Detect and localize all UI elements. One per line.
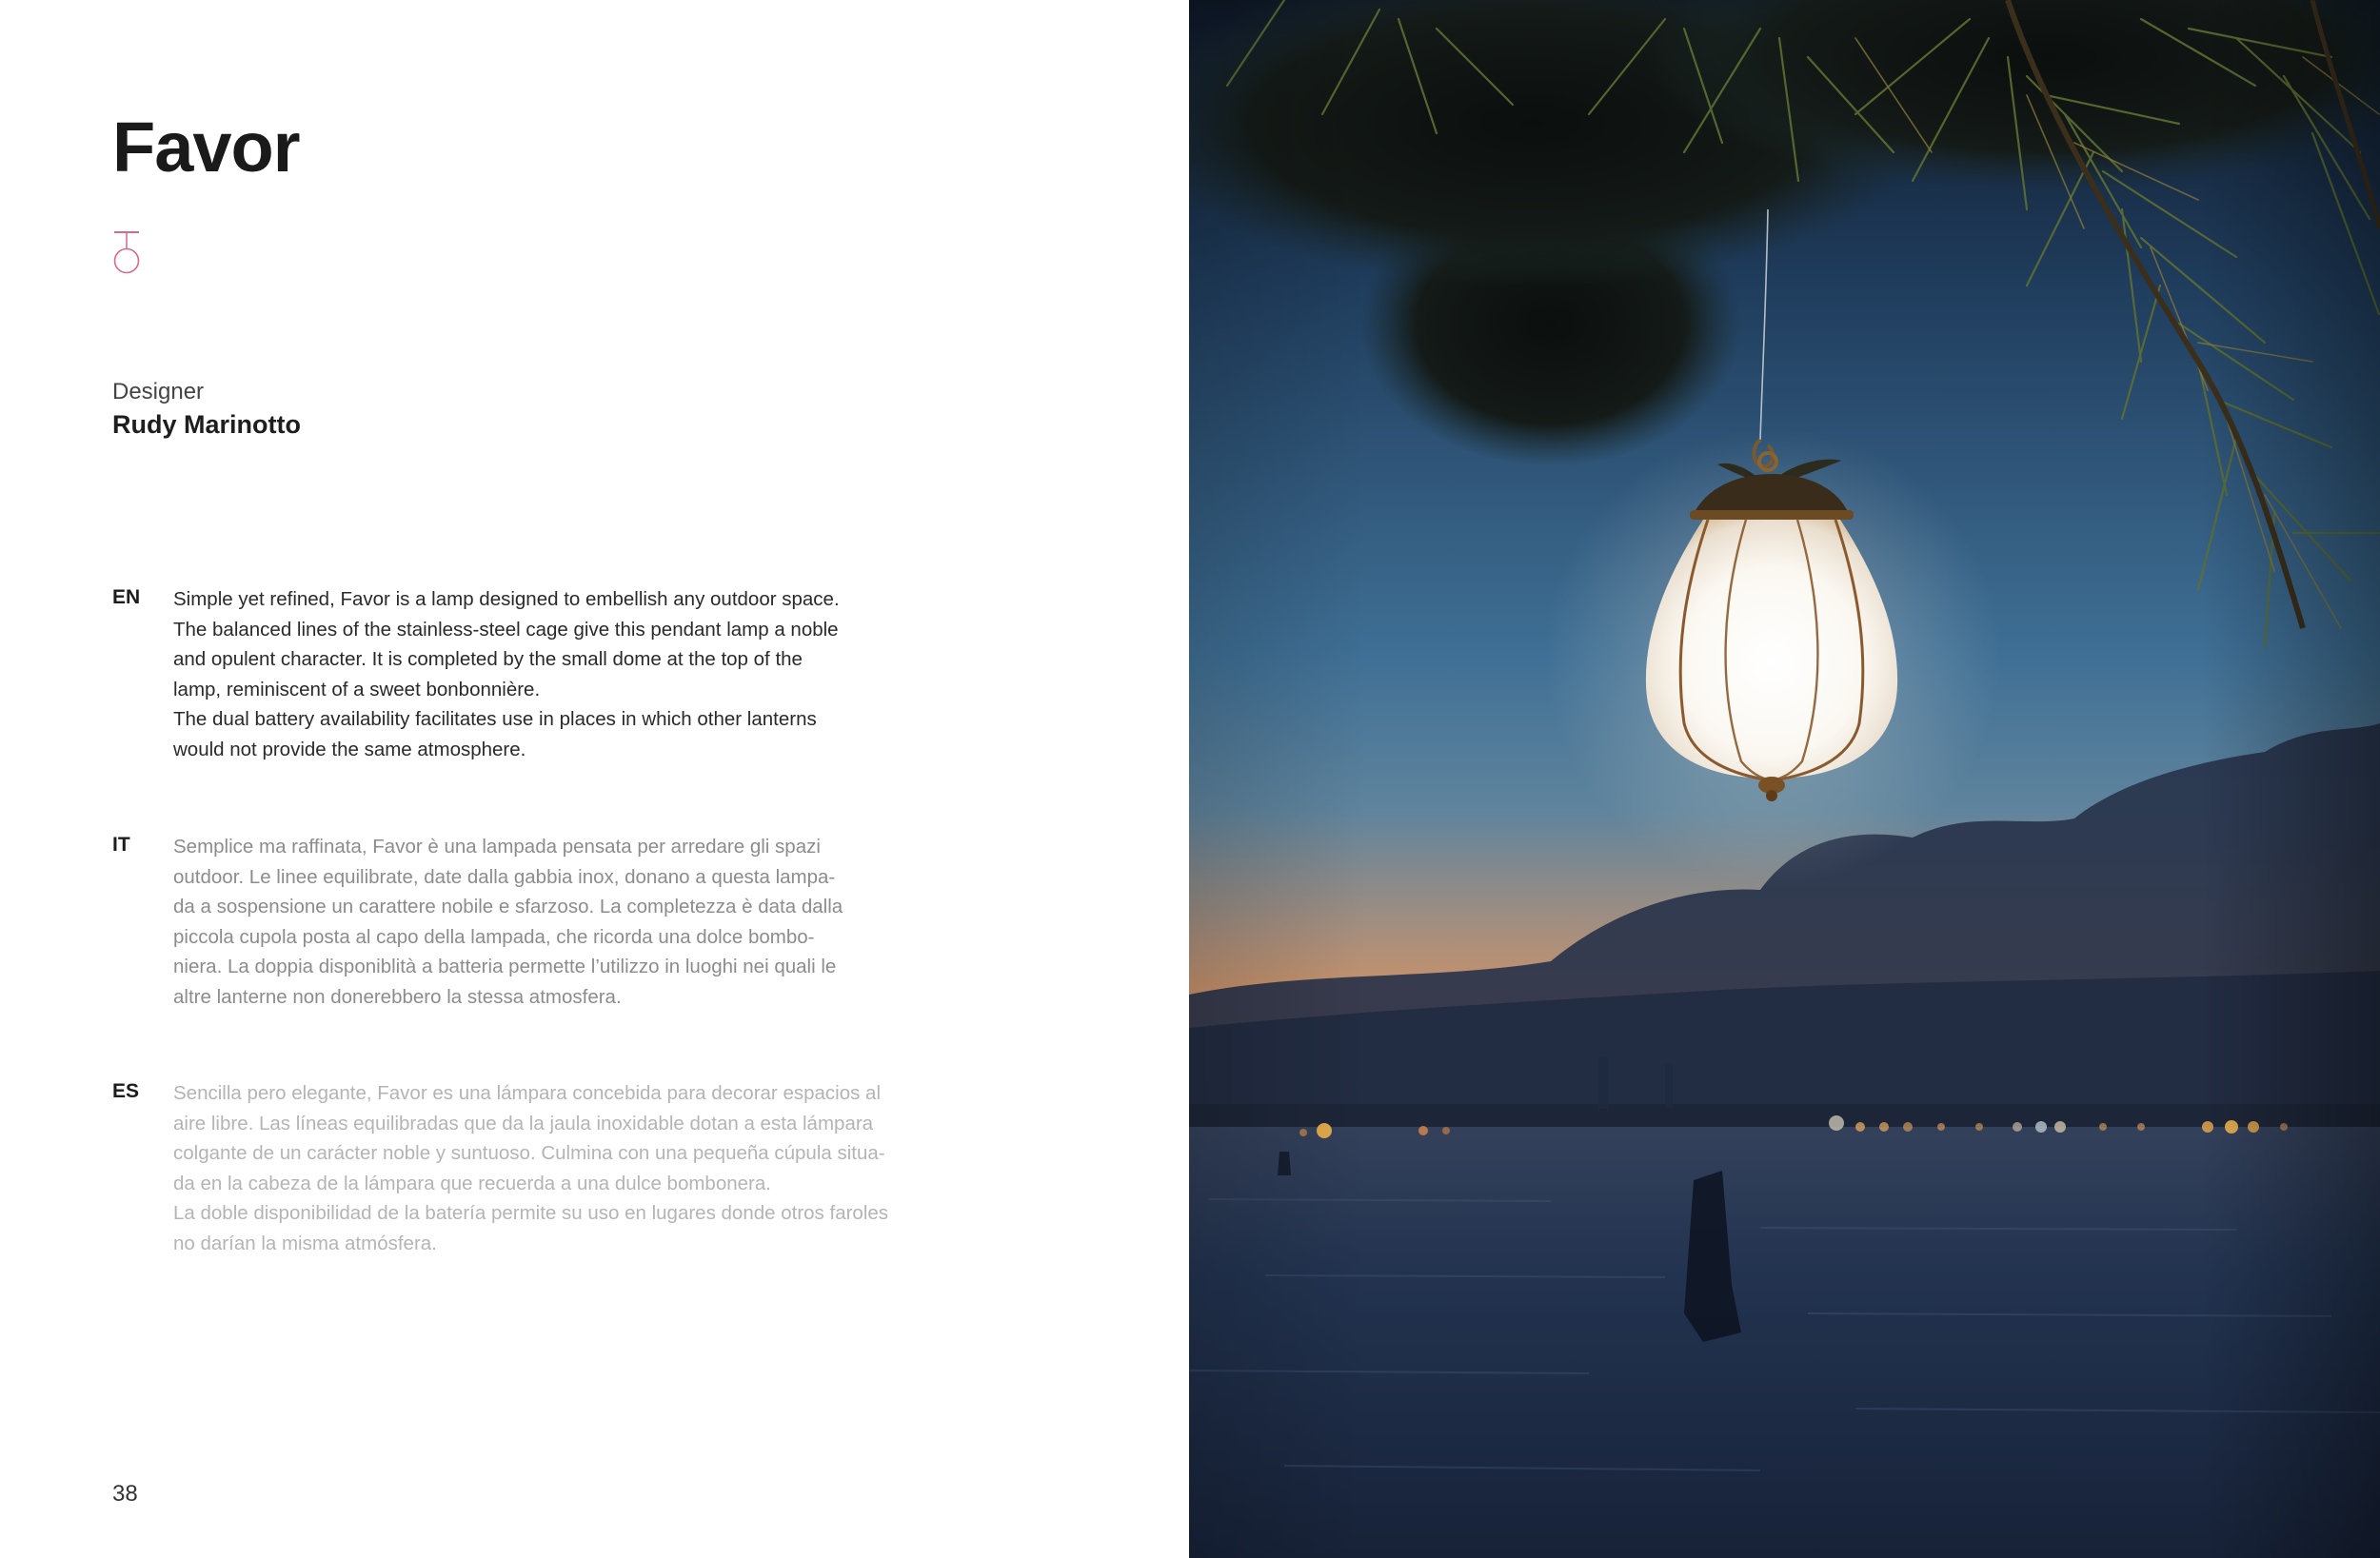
pendant-lamp-icon bbox=[112, 228, 141, 276]
text-panel bbox=[0, 0, 1189, 1558]
language-code-en: EN bbox=[112, 586, 141, 608]
language-code-es: ES bbox=[112, 1080, 140, 1102]
page-number: 38 bbox=[112, 1481, 138, 1507]
designer-name: Rudy Marinotto bbox=[112, 410, 301, 439]
description-text-en: Simple yet refined, Favor is a lamp designed to embellish any outdoor space. The balanced lines of the stainless-steel cage give this pendant lamp a noble and opulent character. It is completed by the small dome at the top of the lamp, reminiscent of a sweet bonbonnière. The dual battery availability facilitates use in places in which other lanterns would not provide the same atmosphere. bbox=[173, 588, 840, 760]
product-title: Favor bbox=[112, 108, 300, 187]
description-text-it: Semplice ma raffinata, Favor è una lampada pensata per arredare gli spazi outdoor. Le linee equilibrate, date dalla gabbia inox, donano a questa lampa- da a sospensione un carattere nobile e sfarzoso. La completezza è data dalla piccola cupola posta al capo della lampada, che ricorda una dolce bombo- niera. La doppia disponiblità a batteria permette l’utilizzo in luoghi nei quali le altre lanterne non donerebbero la stessa atmosfera. bbox=[173, 836, 843, 1008]
language-code-it: IT bbox=[112, 834, 130, 856]
designer-label: Designer bbox=[112, 379, 205, 404]
lamp-sunset-scene bbox=[1189, 0, 2380, 1558]
product-photo bbox=[1189, 0, 2380, 1558]
description-text-es: Sencilla pero elegante, Favor es una lámpara concebida para decorar espacios al aire libre. Las líneas equilibradas que da la jaula inoxidable dotan a esta lámpara colgante de un carácter noble y suntuoso. Culmina con una pequeña cúpula situa- da en la cabeza de la lámpara que recuerda a una dulce bombonera. La doble disponibilidad de la batería permite su uso en lugares donde otros faroles no darían la misma atmósfera. bbox=[173, 1082, 889, 1254]
